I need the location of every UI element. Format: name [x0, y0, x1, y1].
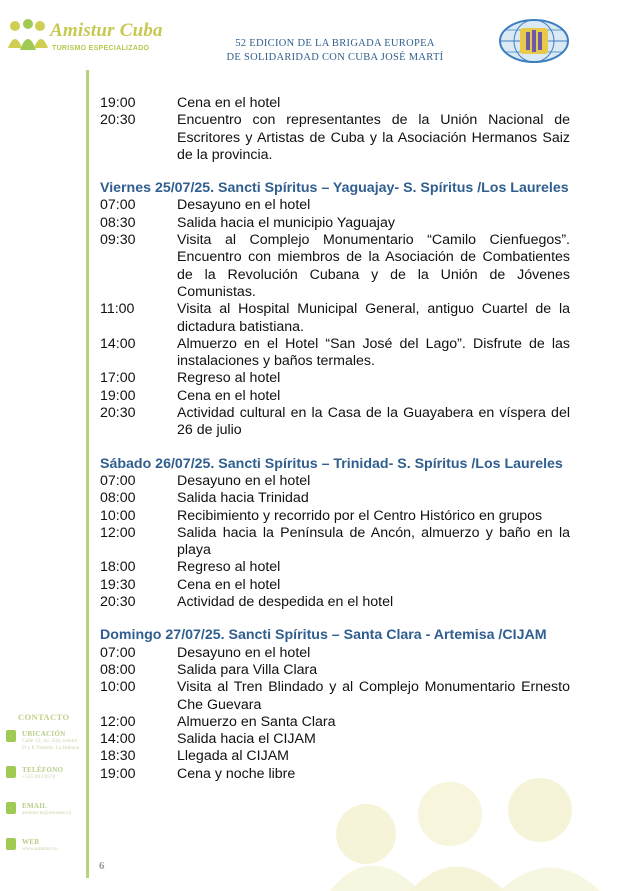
- schedule-time: 14:00: [100, 731, 136, 748]
- schedule-time: 07:00: [100, 197, 136, 214]
- intro-rows: [100, 95, 570, 164]
- schedule-activity: Salida hacia el municipio Yaguajay: [177, 214, 395, 231]
- schedule-row: [100, 370, 570, 387]
- itinerary-content: [100, 95, 570, 783]
- schedule-time: 08:30: [100, 214, 136, 231]
- schedule-row: [100, 388, 570, 405]
- schedule-row: [100, 490, 570, 507]
- schedule-time: 10:00: [100, 507, 136, 524]
- logo-figures-icon: [6, 18, 50, 58]
- schedule-activity: Desayuno en el hotel: [177, 197, 311, 214]
- schedule-row: [100, 197, 570, 214]
- schedule-activity: Recibimiento y recorrido por el Centro Histórico en grupos: [177, 507, 543, 524]
- title-line-2: DE SOLIDARIDAD CON CUBA JOSÉ MARTÍ: [226, 52, 444, 63]
- contact-value: www.amistur.cu: [22, 846, 58, 852]
- schedule-activity: Cena y noche libre: [177, 765, 296, 782]
- contact-label: UBICACIÓN: [22, 730, 66, 738]
- schedule-row: [100, 662, 570, 679]
- schedule-row: [100, 594, 570, 611]
- schedule-activity: Cena en el hotel: [177, 576, 281, 593]
- schedule-time: 19:00: [100, 95, 136, 111]
- schedule-activity: Salida para Villa Clara: [177, 661, 318, 678]
- contact-sidebar: [6, 712, 84, 866]
- decorative-figures-icon: [330, 770, 624, 891]
- contact-item-email: [6, 802, 84, 830]
- email-icon: [6, 802, 16, 814]
- schedule-time: 09:30: [100, 232, 136, 249]
- schedule-row: [100, 301, 570, 336]
- schedule-row: [100, 748, 570, 765]
- schedule-time: 19:00: [100, 765, 136, 782]
- schedule-row: [100, 714, 570, 731]
- day-heading: Sábado 26/07/25. Sancti Spíritus – Trinidad- S. Spíritus /Los Laureles: [100, 455, 563, 472]
- contact-value: amistur.ta@amistur.cu: [22, 810, 72, 816]
- schedule-time: 12:00: [100, 524, 136, 541]
- globe-emblem-icon: [498, 18, 570, 64]
- document-title: [200, 37, 470, 65]
- title-line-1: 52 EDICION DE LA BRIGADA EUROPEA: [235, 38, 435, 49]
- schedule-time: 07:00: [100, 644, 136, 661]
- schedule-activity: Almuerzo en el Hotel “San José del Lago”. Disfrute de las instalaciones y baños termales.: [177, 335, 570, 370]
- schedule-row: [100, 405, 570, 440]
- day-heading: Domingo 27/07/25. Sancti Spíritus – Santa Clara - Artemisa /CIJAM: [100, 627, 547, 644]
- schedule-time: 18:00: [100, 559, 136, 576]
- day-block: [100, 627, 570, 783]
- contact-items: [6, 730, 84, 866]
- contact-item-web: [6, 838, 84, 866]
- schedule-activity: Llegada al CIJAM: [177, 748, 289, 765]
- schedule-row: [100, 525, 570, 560]
- schedule-activity: Visita al Complejo Monumentario “Camilo Cienfuegos”. Encuentro con miembros de la Asociación de Combatientes de la Revolución Cubana y de la Unión de Jóvenes Comunistas.: [177, 232, 570, 300]
- contact-label: TELÉFONO: [22, 766, 64, 774]
- schedule-row: [100, 232, 570, 301]
- schedule-time: 19:00: [100, 387, 136, 404]
- schedule-time: 08:00: [100, 490, 136, 507]
- schedule-row: [100, 645, 570, 662]
- contact-heading: CONTACTO: [18, 712, 70, 722]
- day-heading: Viernes 25/07/25. Sancti Spíritus – Yaguajay- S. Spíritus /Los Laureles: [100, 180, 569, 197]
- contact-value: Calle 13, no. 504, e/entre: [22, 738, 78, 744]
- schedule-row: [100, 95, 570, 112]
- schedule-row: [100, 336, 570, 371]
- day-block: [100, 456, 570, 612]
- page-number: 6: [99, 860, 105, 872]
- schedule-time: 20:30: [100, 112, 136, 129]
- contact-value: +535 093 0570: [22, 774, 56, 780]
- schedule-time: 20:30: [100, 594, 136, 611]
- schedule-activity: Desayuno en el hotel: [177, 644, 311, 661]
- schedule-time: 19:30: [100, 576, 136, 593]
- phone-icon: [6, 766, 16, 778]
- contact-label: EMAIL: [22, 802, 48, 810]
- schedule-activity: Cena en el hotel: [177, 95, 281, 111]
- schedule-row: [100, 112, 570, 164]
- schedule-time: 17:00: [100, 370, 136, 387]
- day-block: [100, 180, 570, 439]
- schedule-time: 07:00: [100, 472, 136, 489]
- location-icon: [6, 730, 16, 742]
- schedule-activity: Actividad cultural en la Casa de la Guayabera en víspera del 26 de julio: [177, 405, 570, 439]
- schedule-row: [100, 679, 570, 714]
- logo-tagline: TURISMO ESPECIALIZADO: [52, 45, 150, 52]
- itinerary-days: [100, 180, 570, 783]
- schedule-row: [100, 508, 570, 525]
- schedule-activity: Salida hacia el CIJAM: [177, 731, 316, 748]
- brigade-emblem: [498, 18, 570, 69]
- schedule-activity: Regreso al hotel: [177, 559, 281, 576]
- schedule-activity: Almuerzo en Santa Clara: [177, 713, 336, 730]
- schedule-row: [100, 473, 570, 490]
- amistur-logo: [6, 18, 163, 60]
- schedule-row: [100, 731, 570, 748]
- schedule-time: 12:00: [100, 713, 136, 730]
- schedule-activity: Salida hacia la Península de Ancón, almuerzo y baño en la playa: [177, 524, 570, 559]
- schedule-activity: Desayuno en el hotel: [177, 472, 311, 489]
- schedule-time: 10:00: [100, 679, 136, 696]
- schedule-time: 14:00: [100, 335, 136, 352]
- schedule-activity: Visita al Hospital Municipal General, antiguo Cuartel de la dictadura batistiana.: [177, 301, 570, 335]
- schedule-time: 08:00: [100, 661, 136, 678]
- contact-label: WEB: [22, 838, 40, 846]
- schedule-row: [100, 215, 570, 232]
- contact-item-ubicación: [6, 730, 84, 758]
- schedule-activity: Actividad de despedida en el hotel: [177, 594, 394, 611]
- schedule-time: 18:30: [100, 748, 136, 765]
- schedule-activity: Salida hacia Trinidad: [177, 490, 309, 507]
- schedule-activity: Visita al Tren Blindado y al Complejo Monumentario Ernesto Che Guevara: [177, 679, 570, 713]
- schedule-activity: Regreso al hotel: [177, 370, 281, 387]
- logo-brand: Amistur Cuba: [50, 20, 163, 41]
- schedule-time: 11:00: [100, 301, 135, 318]
- contact-value-line-2: D y E Vedado, La Habana: [22, 745, 80, 751]
- contact-item-teléfono: [6, 766, 84, 794]
- left-margin-rule: [86, 70, 89, 878]
- schedule-activity: Encuentro con representantes de la Unión Nacional de Escritores y Artistas de Cuba y la Asociación Hermanos Saiz de la provincia.: [177, 112, 570, 163]
- schedule-row: [100, 559, 570, 576]
- schedule-time: 20:30: [100, 405, 136, 422]
- web-icon: [6, 838, 16, 850]
- schedule-row: [100, 577, 570, 594]
- schedule-activity: Cena en el hotel: [177, 387, 281, 404]
